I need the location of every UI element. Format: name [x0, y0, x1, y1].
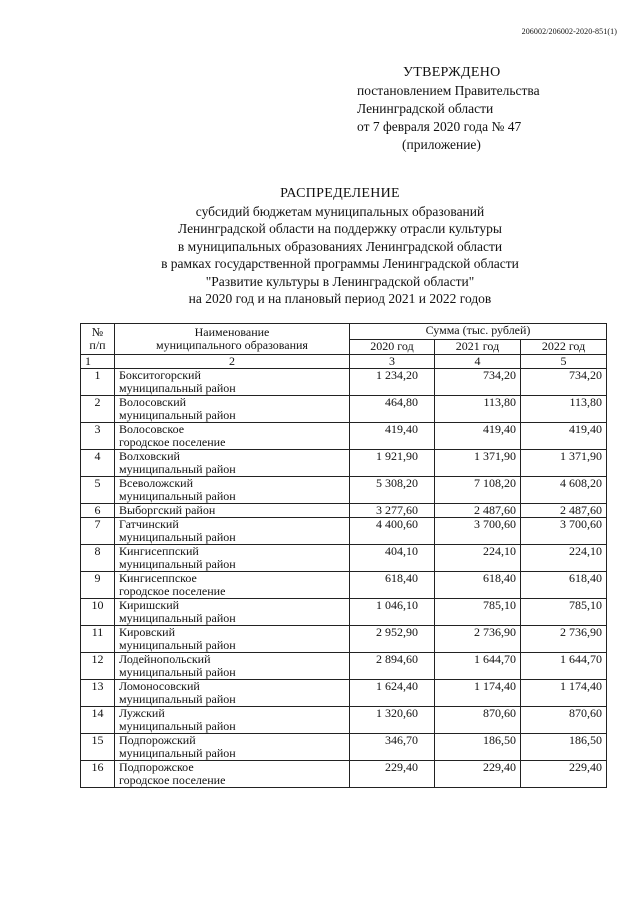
index-cell: 5 [521, 355, 607, 369]
amount-2020: 3 277,60 [350, 504, 435, 518]
municipality-name-line2: муниципальный район [119, 692, 236, 706]
municipality-name-line2: муниципальный район [119, 462, 236, 476]
amount-2021: 2 487,60 [435, 504, 521, 518]
heading-line: "Развитие культуры в Ленинградской области" [205, 273, 475, 289]
document-heading [130, 185, 550, 308]
index-cell: 4 [435, 355, 521, 369]
municipality-name-line1: Подпорожский [119, 733, 196, 747]
municipality-name-line1: Лужский [119, 706, 165, 720]
municipality-name-line1: Выборгский район [119, 503, 216, 517]
table-row [81, 572, 607, 599]
amount-2020: 5 308,20 [350, 477, 435, 504]
index-cell: 3 [350, 355, 435, 369]
municipality-name [115, 423, 350, 450]
amount-2021: 1 371,90 [435, 450, 521, 477]
amount-2022: 2 736,90 [521, 626, 607, 653]
municipality-name-line1: Бокситогорский [119, 368, 201, 382]
municipality-name [115, 504, 350, 518]
row-number: 10 [81, 599, 115, 626]
amount-2022: 1 371,90 [521, 450, 607, 477]
amount-2021: 224,10 [435, 545, 521, 572]
heading-line: Ленинградской области на поддержку отрасли культуры [178, 221, 502, 236]
amount-2022: 3 700,60 [521, 518, 607, 545]
amount-2020: 1 046,10 [350, 599, 435, 626]
row-number: 16 [81, 761, 115, 788]
municipality-name-line2: муниципальный район [119, 381, 236, 395]
municipality-name [115, 396, 350, 423]
municipality-name-line1: Волховский [119, 449, 180, 463]
approval-line: постановлением Правительства [357, 83, 540, 98]
heading-line: на 2020 год и на плановый период 2021 и 2022 годов [188, 291, 492, 306]
amount-2020: 1 921,90 [350, 450, 435, 477]
amount-2022: 419,40 [521, 423, 607, 450]
heading-title: РАСПРЕДЕЛЕНИЕ [280, 186, 400, 201]
municipality-name-line2: муниципальный район [119, 719, 236, 733]
amount-2020: 618,40 [350, 572, 435, 599]
amount-2021: 113,80 [435, 396, 521, 423]
amount-2020: 4 400,60 [350, 518, 435, 545]
table-row [81, 477, 607, 504]
municipality-name [115, 369, 350, 396]
municipality-name-line2: муниципальный район [119, 611, 236, 625]
amount-2022: 229,40 [521, 761, 607, 788]
table-row [81, 734, 607, 761]
municipality-name-line1: Волосовский [119, 395, 187, 409]
row-number: 13 [81, 680, 115, 707]
municipality-name-line2: городское поселение [119, 773, 226, 787]
amount-2021: 785,10 [435, 599, 521, 626]
table-row [81, 761, 607, 788]
municipality-name-line2: муниципальный район [119, 489, 236, 503]
col-header-number: № п/п [81, 324, 115, 355]
amount-2021: 618,40 [435, 572, 521, 599]
row-number: 4 [81, 450, 115, 477]
amount-2022: 870,60 [521, 707, 607, 734]
amount-2021: 7 108,20 [435, 477, 521, 504]
approval-title: УТВЕРЖДЕНО [403, 65, 501, 80]
row-number: 7 [81, 518, 115, 545]
table-row [81, 518, 607, 545]
amount-2021: 3 700,60 [435, 518, 521, 545]
amount-2020: 1 320,60 [350, 707, 435, 734]
municipality-name [115, 545, 350, 572]
municipality-name-line2: муниципальный район [119, 408, 236, 422]
amount-2020: 419,40 [350, 423, 435, 450]
table-row [81, 450, 607, 477]
amount-2020: 1 234,20 [350, 369, 435, 396]
amount-2020: 346,70 [350, 734, 435, 761]
amount-2020: 1 624,40 [350, 680, 435, 707]
table-row [81, 396, 607, 423]
amount-2020: 404,10 [350, 545, 435, 572]
municipality-name [115, 734, 350, 761]
amount-2021: 229,40 [435, 761, 521, 788]
municipality-name [115, 518, 350, 545]
row-number: 12 [81, 653, 115, 680]
amount-2022: 734,20 [521, 369, 607, 396]
row-number: 14 [81, 707, 115, 734]
amount-2021: 2 736,90 [435, 626, 521, 653]
index-cell: 1 [81, 355, 115, 369]
row-number: 11 [81, 626, 115, 653]
table-row [81, 653, 607, 680]
amount-2021: 734,20 [435, 369, 521, 396]
table-row [81, 707, 607, 734]
municipality-name [115, 761, 350, 788]
amount-2022: 186,50 [521, 734, 607, 761]
amount-2020: 2 952,90 [350, 626, 435, 653]
municipality-name [115, 707, 350, 734]
municipality-name [115, 450, 350, 477]
amount-2021: 419,40 [435, 423, 521, 450]
amount-2021: 870,60 [435, 707, 521, 734]
amount-2021: 1 174,40 [435, 680, 521, 707]
amount-2022: 1 644,70 [521, 653, 607, 680]
municipality-name-line2: муниципальный район [119, 530, 236, 544]
municipality-name-line1: Ломоносовский [119, 679, 200, 693]
municipality-name-line2: муниципальный район [119, 665, 236, 679]
amount-2020: 2 894,60 [350, 653, 435, 680]
municipality-name-line1: Кингисеппское [119, 571, 197, 585]
amount-2022: 224,10 [521, 545, 607, 572]
municipality-name-line2: муниципальный район [119, 557, 236, 571]
municipality-name [115, 477, 350, 504]
municipality-name-line2: городское поселение [119, 435, 226, 449]
row-number: 9 [81, 572, 115, 599]
approval-line: Ленинградской области [357, 101, 494, 116]
municipality-name-line1: Кингисеппский [119, 544, 199, 558]
amount-2020: 229,40 [350, 761, 435, 788]
row-number: 3 [81, 423, 115, 450]
table-row [81, 626, 607, 653]
row-number: 2 [81, 396, 115, 423]
distribution-table [80, 323, 607, 788]
table-row [81, 599, 607, 626]
amount-2021: 186,50 [435, 734, 521, 761]
col-header-2020: 2020 год [350, 339, 435, 355]
municipality-name-line1: Кировский [119, 625, 176, 639]
table-row [81, 423, 607, 450]
municipality-name [115, 572, 350, 599]
amount-2021: 1 644,70 [435, 653, 521, 680]
col-header-2022: 2022 год [521, 339, 607, 355]
heading-line: субсидий бюджетам муниципальных образований [195, 203, 485, 219]
table-row [81, 545, 607, 572]
approval-line: от 7 февраля 2020 года № 47 [357, 119, 522, 134]
municipality-name-line1: Подпорожское [119, 760, 194, 774]
amount-2022: 1 174,40 [521, 680, 607, 707]
amount-2022: 785,10 [521, 599, 607, 626]
row-number: 5 [81, 477, 115, 504]
amount-2022: 113,80 [521, 396, 607, 423]
table-row [81, 369, 607, 396]
municipality-name [115, 653, 350, 680]
municipality-name-line1: Лодейнопольский [119, 652, 211, 666]
municipality-name-line1: Волосовское [119, 422, 185, 436]
column-index-row [81, 355, 607, 369]
municipality-name [115, 626, 350, 653]
municipality-name-line1: Всеволожский [119, 476, 193, 490]
document-id: 206002/206002-2020-851(1) [521, 27, 617, 36]
approval-line: (приложение) [402, 137, 481, 152]
row-number: 15 [81, 734, 115, 761]
table-row [81, 504, 607, 518]
table-row [81, 680, 607, 707]
municipality-name-line2: городское поселение [119, 584, 226, 598]
col-header-name: Наименование муниципального образования [115, 324, 350, 355]
index-cell: 2 [115, 355, 350, 369]
col-header-2021: 2021 год [435, 339, 521, 355]
heading-line: в рамках государственной программы Ленинградской области [161, 256, 519, 271]
row-number: 6 [81, 504, 115, 518]
municipality-name-line1: Киришский [119, 598, 180, 612]
heading-line: в муниципальных образованиях Ленинградской области [177, 238, 503, 254]
municipality-name [115, 680, 350, 707]
municipality-name-line2: муниципальный район [119, 746, 236, 760]
municipality-name [115, 599, 350, 626]
amount-2022: 4 608,20 [521, 477, 607, 504]
municipality-name-line2: муниципальный район [119, 638, 236, 652]
amount-2020: 464,80 [350, 396, 435, 423]
row-number: 1 [81, 369, 115, 396]
amount-2022: 618,40 [521, 572, 607, 599]
row-number: 8 [81, 545, 115, 572]
amount-2022: 2 487,60 [521, 504, 607, 518]
municipality-name-line1: Гатчинский [119, 517, 179, 531]
col-header-sum: Сумма (тыс. рублей) [350, 324, 607, 340]
